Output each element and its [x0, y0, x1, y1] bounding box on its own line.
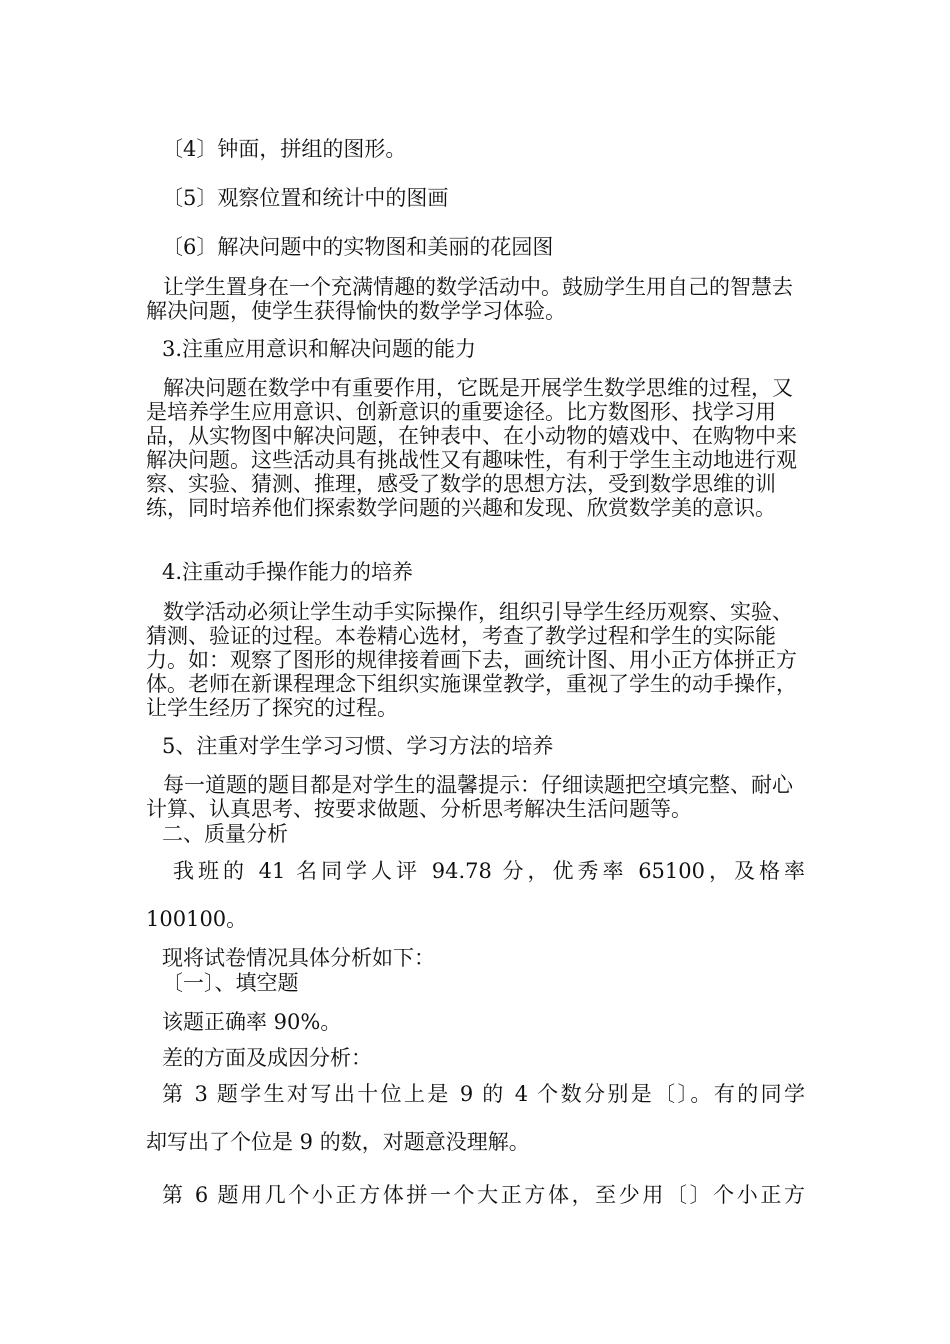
- paragraph-hands-on: 数学活动必须让学生动手实际操作，组织引导学生经历观察、实验、猜测、验证的过程。本卷精心选材，考查了教学过程和学生的实际能力。如：观察了图形的规律接着画下去，画统计图、用小正方体拼正方体。老师在新课程理念下组织实施课堂教学，重视了学生的动手操作，让学生经历了探究的过程。: [146, 600, 797, 720]
- scores-line-1: 我班的 41 名同学人评 94.78 分，优秀率 65100，及格率: [173, 859, 805, 883]
- list-item-6: 〔6〕解决问题中的实物图和美丽的花园图: [162, 235, 554, 259]
- question-3-line-2: 却写出了个位是 9 的数，对题意没理解。: [146, 1130, 530, 1154]
- heading-hands-on: 4.注重动手操作能力的培养: [162, 560, 414, 584]
- heading-application: 3.注重应用意识和解决问题的能力: [162, 337, 477, 361]
- list-item-5: 〔5〕观察位置和统计中的图画: [162, 186, 449, 210]
- paragraph-problem-solving: 解决问题在数学中有重要作用，它既是开展学生数学思维的过程，又是培养学生应用意识、创新意识的重要途径。比方数图形、找学习用品，从实物图中解决问题，在钟表中、在小动物的嬉戏中、在购物中来解决问题。这些活动具有挑战性又有趣味性，有利于学生主动地进行观察、实验、猜测、推理，感受了数学的思想方法，受到数学思维的训练，同时培养他们探索数学问题的兴趣和发现、欣赏数学美的意识。: [146, 376, 797, 520]
- scores-line-2: 100100。: [146, 907, 248, 931]
- weakness-heading: 差的方面及成因分析：: [162, 1046, 372, 1070]
- fill-blank-heading: 〔一〕、填空题: [162, 971, 299, 995]
- question-6-line-1: 第 6 题用几个小正方体拼一个大正方体，至少用〔〕个小正方: [162, 1183, 805, 1207]
- paragraph-engagement: 让学生置身在一个充满情趣的数学活动中。鼓励学生用自己的智慧去解决问题，使学生获得愉快的数学学习体验。: [146, 275, 793, 323]
- paragraph-study-habits: 每一道题的题目都是对学生的温馨提示：仔细读题把空填完整、耐心计算、认真思考、按要求做题、分析思考解决生活问题等。: [146, 773, 793, 821]
- analysis-intro: 现将试卷情况具体分析如下：: [162, 946, 435, 970]
- list-item-4: 〔4〕钟面，拼组的图形。: [162, 137, 407, 161]
- accuracy-line: 该题正确率 90%。: [162, 1010, 342, 1034]
- heading-study-habits: 5、注重对学生学习习惯、学习方法的培养: [162, 734, 554, 758]
- question-3-line-1: 第 3 题学生对写出十位上是 9 的 4 个数分别是〔〕。有的同学: [162, 1082, 805, 1106]
- section-quality-analysis: 二、质量分析: [162, 822, 288, 846]
